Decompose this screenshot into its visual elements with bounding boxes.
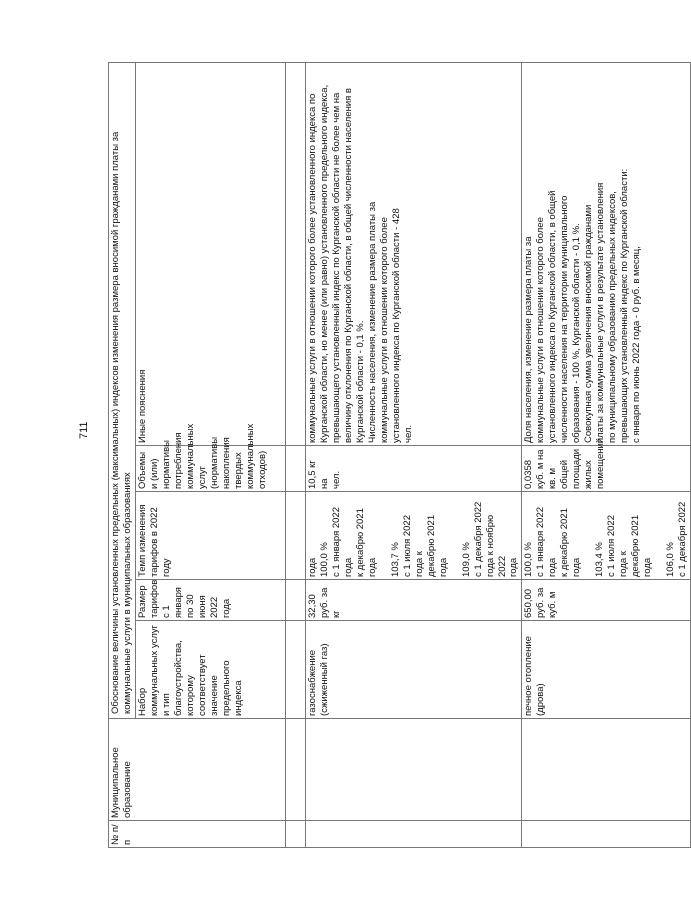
service-name: печное отопление (дрова) xyxy=(522,621,691,719)
cell-line: 100,0 % xyxy=(318,542,330,577)
rate-line: с 1 декабря 2022 xyxy=(677,501,689,577)
gap-cell xyxy=(285,719,305,821)
consumption-line: помещений xyxy=(595,437,607,489)
gap-cell xyxy=(285,446,305,492)
cell-line: с 1 декабря 2022 xyxy=(472,501,484,577)
row-num-cell xyxy=(305,821,522,848)
notes-line: образования - 100 %, Курганской области - 0,1 %. xyxy=(571,223,583,443)
header-consumption: Объемы и (или) нормативы потребления коммунальных услуг (нормативы накопления твердых коммунальных отходов) xyxy=(135,446,285,492)
notes-line: по муниципальному образованию предельных индексов, xyxy=(607,191,619,443)
table-caption: Обоснование величины установленных предельных (максимальных) индексов изменения размера вносимой гражданами платы за коммунальные услуги в муниципальных образованиях xyxy=(109,63,136,719)
cell-line: чел. xyxy=(330,470,342,489)
notes-line: Совокупная сумма увеличения вносимой гражданами xyxy=(583,204,595,443)
consumption-line: жилых xyxy=(583,460,595,489)
cell-line: года к ноябрю 2022 xyxy=(484,514,508,577)
gap-cell xyxy=(285,580,305,621)
tariff-justification-table xyxy=(108,62,691,848)
rate-line: 106,0 % xyxy=(665,542,677,577)
tariff-line: куб. м xyxy=(547,591,559,618)
notes-line: Численность населения, изменение размера платы за xyxy=(366,201,378,443)
cell-line: декабрю 2021 года xyxy=(425,514,449,577)
notes-line: чел. xyxy=(402,424,414,443)
header-municipality: Муниципальное образование xyxy=(109,719,286,821)
gap-cell xyxy=(285,492,305,580)
gap-cell xyxy=(285,621,305,719)
notes-line: установленного индекса по Курганской области - 428 xyxy=(390,208,402,443)
row-notes-cell xyxy=(305,63,522,446)
cell-line: к декабрю 2021 года xyxy=(354,508,378,577)
table-row xyxy=(305,63,522,848)
cell-line: 109,0 % xyxy=(460,542,472,577)
notes-line: коммунальные услуги в отношении которого более xyxy=(378,217,390,443)
header-tariff-rate: Темп изменения тарифов в 2022 году xyxy=(135,492,285,580)
consumption-line: 0,0358 xyxy=(523,459,535,489)
row-rate-cell xyxy=(305,492,522,580)
notes-line: превышающих установленный индекс по Курганской области: xyxy=(619,168,631,443)
row-tariff-cell xyxy=(305,580,522,621)
rate-line: к декабрю 2021 года xyxy=(559,508,583,577)
row-consumption-cell xyxy=(305,446,522,492)
header-tariff-size: Размер тарифов с 1 января по 30 июня 2022 года xyxy=(135,580,285,621)
rate-line: 103,4 % xyxy=(594,542,606,577)
rate-continuation: года xyxy=(306,557,318,577)
table-row xyxy=(522,63,691,848)
tariff-line: руб. за xyxy=(535,587,547,618)
consumption-line: куб. м на xyxy=(535,449,547,489)
gap-cell xyxy=(285,63,305,446)
notes-text xyxy=(522,63,691,446)
notes-line: установленного индекса по Курганской области, в общей xyxy=(547,190,559,443)
rate-line: 100,0 % xyxy=(523,542,535,577)
cell-line: 103,7 % xyxy=(389,542,401,577)
rate-line: с 1 января 2022 года xyxy=(535,506,559,577)
rate-line: с 1 июля 2022 года к xyxy=(606,515,630,577)
service-name: газоснабжение (сжиженный газ) xyxy=(305,621,522,719)
row-municipality-cell xyxy=(522,719,691,821)
rate-line: декабрю 2021 года xyxy=(630,514,654,577)
header-num: № п/п xyxy=(109,821,286,848)
consumption-value xyxy=(522,437,691,492)
tariff-value xyxy=(522,580,691,621)
tariff-rate xyxy=(522,492,691,580)
notes-line: коммунальные услуги в отношении которого более xyxy=(535,217,547,443)
tariff-line: 650,00 xyxy=(523,588,535,618)
row-municipality-cell xyxy=(305,719,522,821)
notes-line: численности населения на территории муниципального xyxy=(559,195,571,443)
notes-line: с января по июнь 2022 года - 0 руб. в месяц, xyxy=(631,246,643,443)
cell-line: кг xyxy=(330,610,342,618)
notes-line: платы за коммунальные услуги в результате установления xyxy=(595,182,607,443)
cell-line: 10,5 кг на xyxy=(306,460,330,489)
row-num-cell xyxy=(522,821,691,848)
cell-line: с 1 июля 2022 года к xyxy=(401,515,425,577)
cell-line: года xyxy=(508,557,520,577)
notes-line: Доля населения, изменение размера платы за xyxy=(523,236,535,443)
page-number: 711 xyxy=(78,421,90,439)
cell-line: 32,30 xyxy=(306,594,318,618)
header-service-set: Набор коммунальных услуг и тип благоустройства, которому соответствует значение предельного индекса xyxy=(135,621,285,719)
cell-line: с 1 января 2022 года xyxy=(330,506,354,577)
cell-line: руб. за xyxy=(318,587,330,618)
consumption-line: кв. м общей xyxy=(547,459,571,489)
gap-cell xyxy=(285,821,305,848)
notes-continuation: коммунальные услуги в отношении которого более установленного индекса по Курганской области, но менее (или равно) установленного предельного индекса, превышающего установленный индекс по Курганской области не более чем на величину отклонения по Курганской области, в общей численности населения в Курганской области - 0,1 %. xyxy=(306,84,366,443)
consumption-line: площади xyxy=(571,448,583,489)
header-notes: Иные пояснения xyxy=(135,63,285,446)
